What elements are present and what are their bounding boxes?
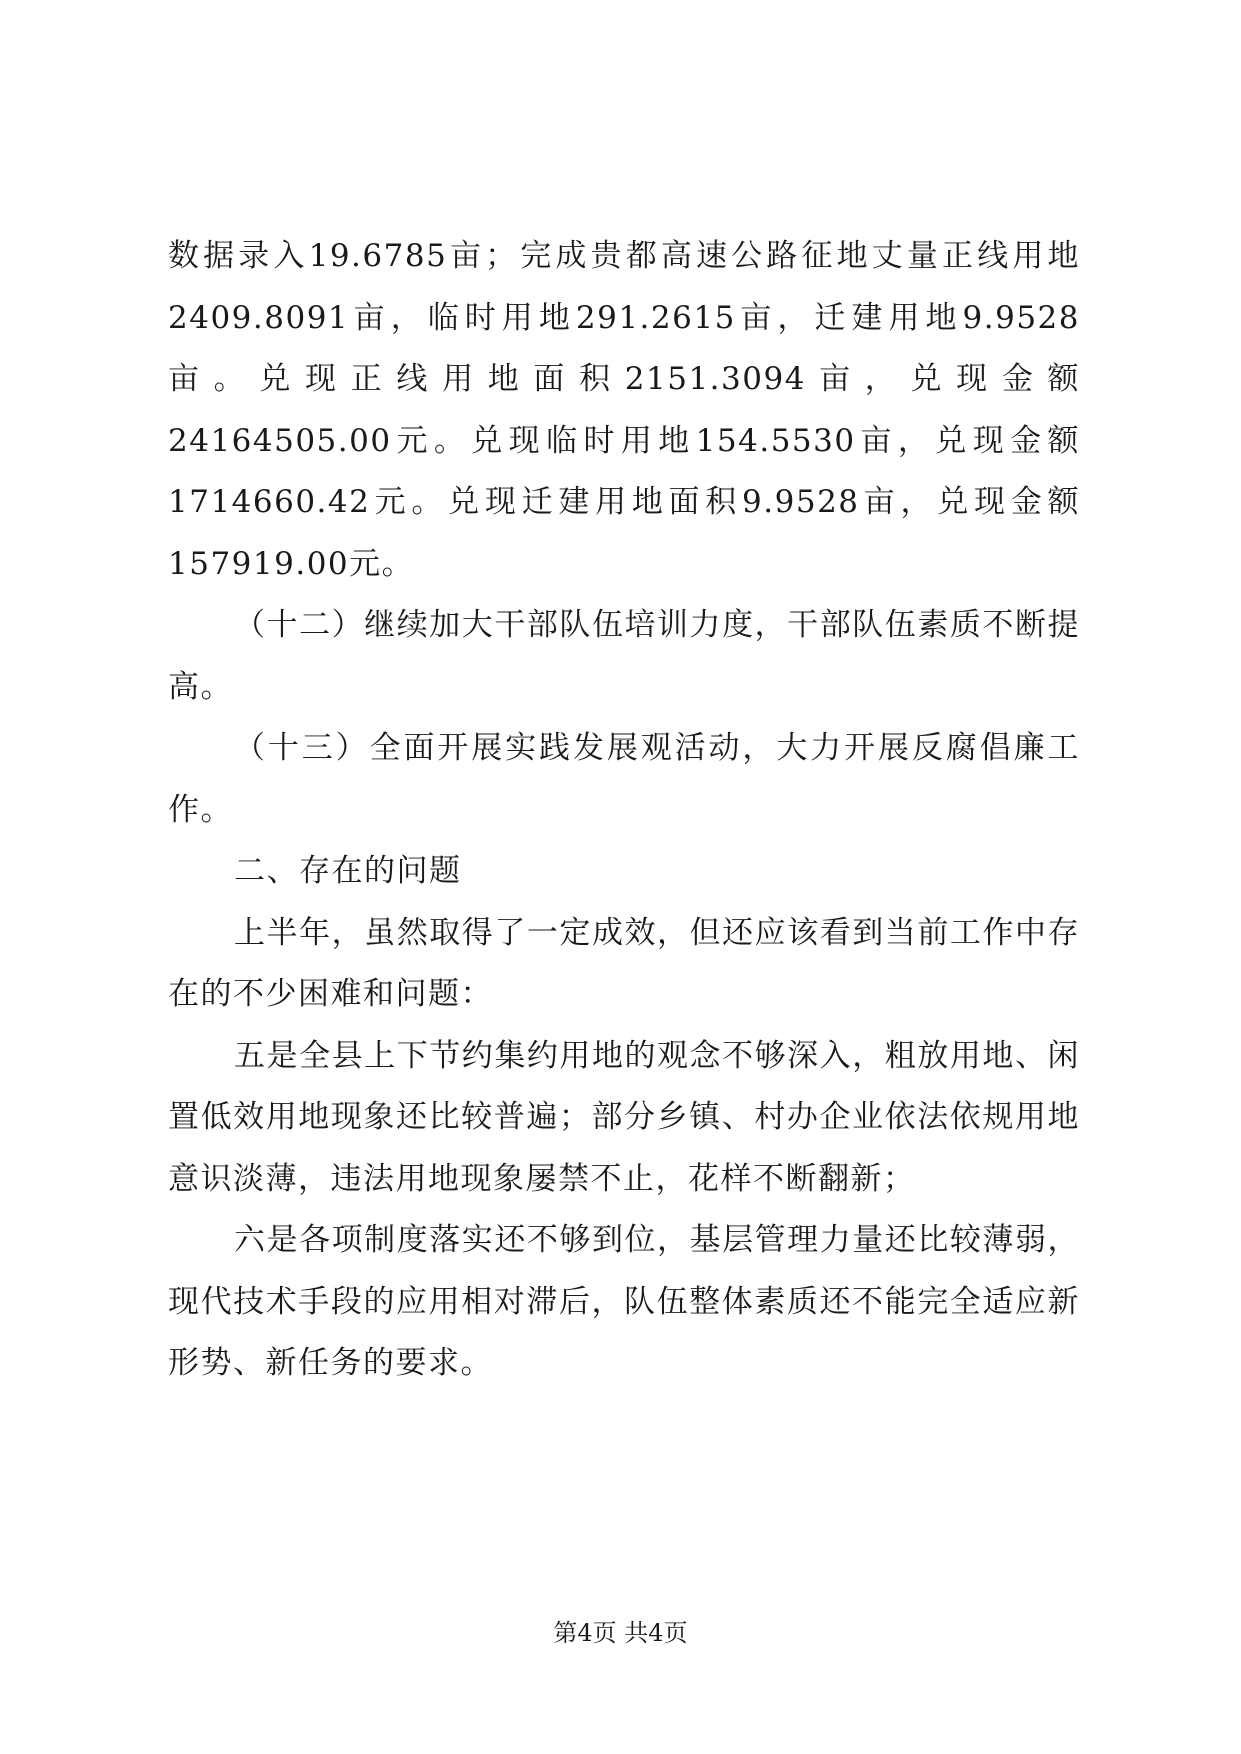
page-number-footer: 第4页 共4页 [553, 1619, 688, 1647]
paragraph-land-data: 数据录入19.6785亩；完成贵都高速公路征地丈量正线用地2409.8091亩，临时用地291.2615亩，迁建用地9.9528亩。兑现正线用地面积2151.3094亩，兑现金额24164505.00元。兑现临时用地154.5530亩，兑现金额1714660.42元。兑现迁建用地面积9.9528亩，兑现金额157919.00元。 [168, 238, 1080, 582]
section-heading-problems: 二、存在的问题 [234, 853, 462, 889]
paragraph-item-13: （十三）全面开展实践发展观活动，大力开展反腐倡廉工作。 [168, 730, 1080, 828]
paragraph-problems-intro: 上半年，虽然取得了一定成效，但还应该看到当前工作中存在的不少困难和问题： [168, 914, 1080, 1012]
document-body [168, 226, 1080, 1395]
paragraph-item-12: （十二）继续加大干部队伍培训力度，干部队伍素质不断提高。 [168, 607, 1080, 705]
paragraph-problem-six: 六是各项制度落实还不够到位，基层管理力量还比较薄弱，现代技术手段的应用相对滞后，队伍整体素质还不能完全适应新形势、新任务的要求。 [168, 1222, 1080, 1381]
paragraph-problem-five: 五是全县上下节约集约用地的观念不够深入，粗放用地、闲置低效用地现象还比较普遍；部分乡镇、村办企业依法依规用地意识淡薄，违法用地现象屡禁不止，花样不断翻新； [168, 1037, 1080, 1197]
